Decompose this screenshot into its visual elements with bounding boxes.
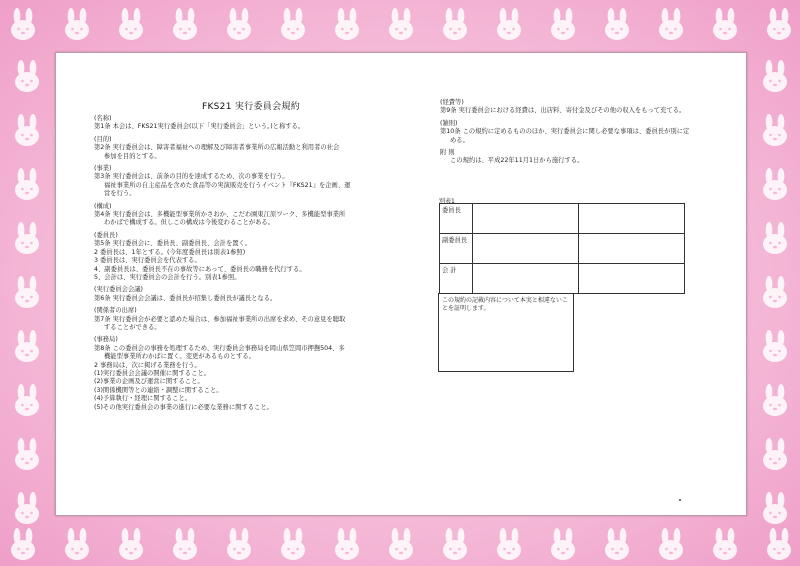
bunny-icon [760, 222, 790, 256]
article-section [440, 149, 698, 166]
article-line: (4)予算執行・経理に関すること。 [94, 395, 192, 403]
table-row [440, 204, 685, 234]
article-line: 福祉事業所の自主産品を含めた食品等の実演販売を行うイベント『FKS21』を企画、運 [104, 181, 351, 189]
bunny-icon [764, 528, 794, 562]
article-line: 2 委員長は、1年とする。(今年度委員長は別表1参照) [94, 248, 246, 256]
bunny-icon [12, 492, 42, 526]
bunny-icon [12, 384, 42, 418]
document-title: FKS21 実行委員会規約 [201, 102, 300, 112]
article-heading: (関係者の出席) [94, 307, 137, 315]
bunny-icon [278, 8, 308, 42]
article-line: 3 委員長は、実行委員会を代表する。 [94, 257, 201, 265]
article-heading: (事務局) [94, 336, 118, 344]
article-section [94, 286, 394, 303]
bunny-icon [494, 8, 524, 42]
article-section [94, 136, 394, 161]
bunny-icon [548, 8, 578, 42]
bunny-icon [62, 528, 92, 562]
table-row [440, 234, 685, 264]
bunny-icon [224, 528, 254, 562]
article-section [94, 336, 394, 412]
article-line: める。 [450, 136, 469, 144]
bunny-icon [710, 528, 740, 562]
bunny-icon [386, 8, 416, 42]
article-line: 営を行う。 [104, 190, 136, 198]
article-line: 第10条 この規約に定めるもののほか、実行委員会に関し必要な事項は、委員長が別に定 [440, 128, 690, 136]
article-line: わかばで構成する。但しこの構成は今後変わることがある。 [104, 219, 275, 227]
certification-note: この規約の記載内容について本実と相違ないことを証明します。 [438, 293, 574, 372]
article-section [440, 99, 698, 116]
name-cell [473, 204, 579, 234]
bunny-icon [12, 276, 42, 310]
bunny-icon [278, 528, 308, 562]
article-section [94, 165, 394, 199]
article-heading: (委員長) [94, 231, 118, 239]
bunny-icon [12, 222, 42, 256]
bunny-icon [440, 8, 470, 42]
article-line: 5、会計は、実行委員会の会計を行う。別表1参照。 [94, 273, 241, 281]
article-line: (5)その他実行委員会の事業の進行に必要な業務に関すること。 [94, 403, 273, 411]
article-section [94, 307, 394, 332]
bunny-icon [8, 528, 38, 562]
article-heading: 附 則 [440, 149, 455, 157]
article-heading: (目的) [94, 135, 112, 143]
name-cell [579, 204, 685, 234]
bunny-icon [116, 528, 146, 562]
bunny-icon [760, 276, 790, 310]
article-line: 4、副委員長は、委員長不在の事故等にあって、委員長の職務を代行する。 [94, 265, 306, 273]
bunny-icon [760, 60, 790, 94]
article-heading: (経費等) [440, 99, 464, 106]
article-line: することができる。 [104, 323, 161, 331]
table-row [440, 264, 685, 294]
bunny-icon [62, 8, 92, 42]
article-heading: (事業) [94, 165, 112, 173]
article-section [94, 115, 394, 132]
bunny-icon [494, 528, 524, 562]
name-cell [473, 234, 579, 264]
bunny-icon [116, 8, 146, 42]
bunny-icon [710, 8, 740, 42]
bunny-icon [440, 528, 470, 562]
name-cell [579, 264, 685, 294]
bunny-icon [8, 8, 38, 42]
bunny-icon [656, 8, 686, 42]
bunny-icon [602, 8, 632, 42]
article-line: (3)関係機関等との連絡・調整に関すること。 [94, 386, 223, 394]
role-cell: 委員長 [440, 204, 473, 234]
bunny-icon [760, 168, 790, 202]
bunny-icon [332, 8, 362, 42]
article-line: この規約は、平成22年11月1日から施行する。 [450, 157, 584, 165]
table-caption: 別表1 [439, 198, 455, 205]
bunny-icon [332, 528, 362, 562]
right-column [440, 99, 698, 166]
article-section [94, 203, 394, 228]
article-line: 第3条 実行委員会は、前条の目的を達成するため、次の事業を行う。 [94, 173, 289, 181]
article-line: 第5条 実行委員会に、委員長、副委員長、会計を置く。 [94, 240, 252, 248]
officer-table [439, 203, 685, 294]
bunny-icon [12, 114, 42, 148]
article-line: (1)実行委員会会議の開催に関すること。 [94, 369, 210, 377]
bunny-icon [764, 8, 794, 42]
bunny-icon [656, 528, 686, 562]
bunny-icon [170, 528, 200, 562]
article-heading: (実行委員会会議) [94, 286, 143, 294]
article-line: 第4条 実行委員会は、多機能型事業所かさおか、こだわ園東江原ワーク、多機能型事業所 [94, 211, 346, 219]
document-page [55, 52, 747, 516]
article-heading: (名称) [94, 115, 112, 122]
left-column [94, 115, 394, 412]
bunny-icon [760, 330, 790, 364]
bunny-icon [224, 8, 254, 42]
bunny-icon [12, 438, 42, 472]
role-cell: 会 計 [440, 264, 473, 294]
article-heading: (雑則) [440, 119, 458, 127]
name-cell [579, 234, 685, 264]
article-line: 第6条 実行委員会会議は、委員長が招集し委員長が議長となる。 [94, 294, 277, 302]
bunny-icon [602, 528, 632, 562]
role-cell: 副委員長 [440, 234, 473, 264]
bunny-icon [170, 8, 200, 42]
bunny-icon [12, 330, 42, 364]
article-line: 第8条 この委員会の事務を処理するため、実行委員会事務局を岡山県笠岡市押撫504、多 [94, 344, 345, 352]
article-line: 第9条 実行委員会における経費は、出店料、寄付金及びその他の収入をもって充てる。 [440, 107, 686, 115]
article-section [94, 232, 394, 282]
article-line: 第1条 本会は、FKS21実行委員会(以下「実行委員会」という。)と称する。 [94, 123, 305, 131]
article-line: (2)事業の企画及び運営に関すること。 [94, 378, 204, 386]
bunny-icon [760, 438, 790, 472]
article-section [440, 120, 698, 145]
bunny-icon [760, 492, 790, 526]
article-heading: (構成) [94, 202, 112, 210]
bunny-icon [548, 528, 578, 562]
bunny-icon [12, 60, 42, 94]
bunny-icon [12, 168, 42, 202]
article-line: 第7条 実行委員会が必要と認めた場合は、参加福祉事業所の出席を求め、その意見を聴取 [94, 315, 346, 323]
bunny-icon [386, 528, 416, 562]
name-cell [473, 264, 579, 294]
scan-dot [679, 499, 681, 501]
article-line: 2 事務局は、次に掲げる業務を行う。 [94, 361, 201, 369]
article-line: 機能型事業所わかばに置く。変更があるものとする。 [104, 353, 255, 361]
bunny-icon [760, 114, 790, 148]
article-line: 参加を目的とする。 [104, 152, 161, 160]
article-line: 第2条 実行委員会は、障害者福祉への理解及び障害者事業所の広報活動と利用者の社会 [94, 144, 340, 152]
bunny-icon [760, 384, 790, 418]
